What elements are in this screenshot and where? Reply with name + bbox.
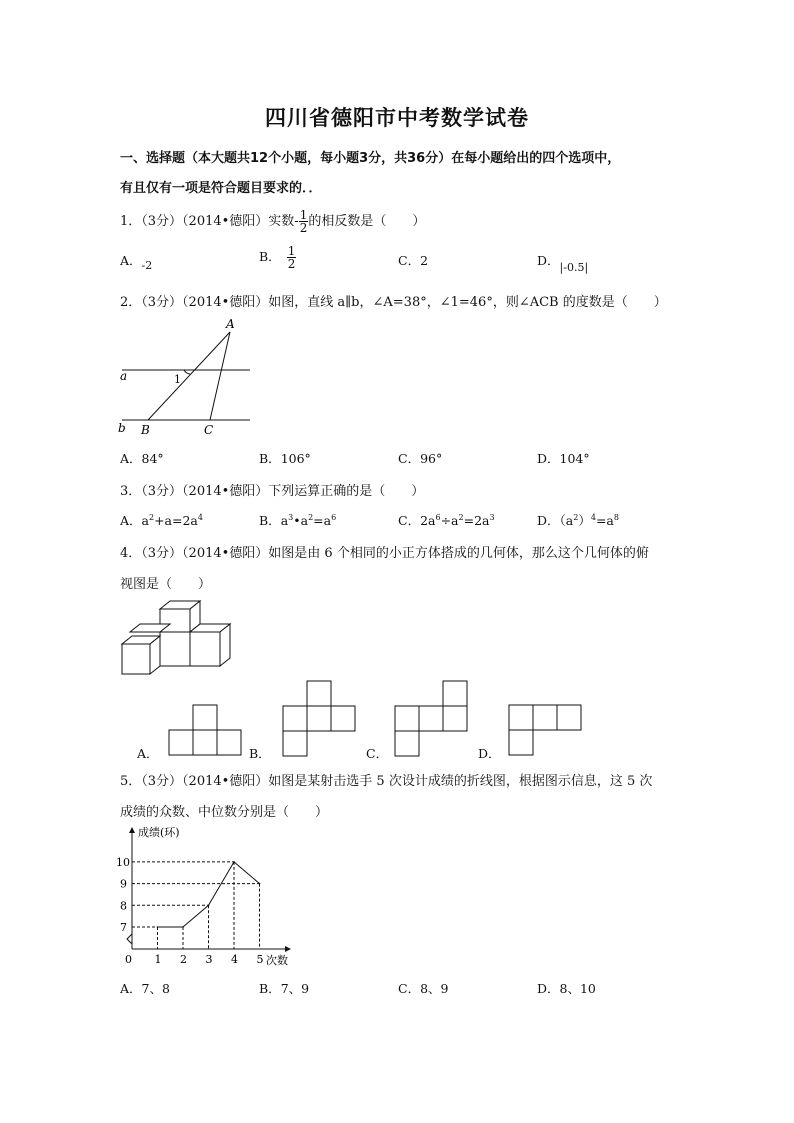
option-value: 8、10 <box>559 981 596 996</box>
q4-option-c-label[interactable]: C． <box>366 746 389 761</box>
option-label: D． <box>537 513 560 528</box>
option-value: 7、9 <box>280 981 310 996</box>
y-tick-label: 8 <box>120 899 127 913</box>
cube-front-face <box>160 632 190 666</box>
q4-option-a-grid[interactable] <box>168 704 246 756</box>
section-heading-2: 有且仅有一项是符合题目要求的．． <box>120 181 322 196</box>
q4-option-b-grid[interactable] <box>282 680 360 758</box>
option-value: 96° <box>420 451 443 466</box>
q1-option-b[interactable] <box>259 245 296 270</box>
x-tick-label: 5 <box>256 953 264 966</box>
option-label: B． <box>259 981 281 996</box>
question-5-stem-2: 成绩的众数、中位数分别是（ ） <box>120 805 329 820</box>
label-line-b: b <box>118 421 126 435</box>
option-value: 104° <box>559 451 590 466</box>
fraction-numerator: 1 <box>299 208 308 222</box>
option-label: D． <box>537 451 560 466</box>
q1-option-a[interactable] <box>120 251 153 272</box>
q1-stem-text: 1．（3分）（2014•德阳）实数- <box>120 214 299 229</box>
q1-option-c[interactable] <box>398 251 428 269</box>
section-heading: 一、选择题（本大题共12个小题，每小题3分，共36分）在每小题给出的四个选项中， <box>120 151 621 166</box>
angle-1-arc <box>184 370 190 374</box>
fraction-numerator: 1 <box>287 244 296 258</box>
cube-front-face <box>190 632 220 666</box>
q3-option-d[interactable] <box>537 511 619 529</box>
question-5-stem: 5．（3分）（2014•德阳）如图是某射击选手 5 次设计成绩的折线图，根据图示信息，这 5 次 <box>120 774 653 789</box>
option-label: C． <box>398 451 421 466</box>
label-line-a: a <box>120 369 128 383</box>
parallel-lines-figure <box>112 314 262 438</box>
x-tick-label: 4 <box>231 953 238 966</box>
q4-option-a-label[interactable]: A． <box>137 746 159 761</box>
option-value: -2 <box>141 259 153 272</box>
cube-solid-figure <box>118 598 234 680</box>
option-label: A． <box>120 513 142 528</box>
option-value: 8、9 <box>420 981 449 996</box>
data-point <box>182 926 184 928</box>
option-value: 7、8 <box>141 981 170 996</box>
label-b-point: B <box>141 423 150 437</box>
x-tick-label: 1 <box>154 953 162 966</box>
q2-option-c[interactable] <box>398 449 442 467</box>
option-expression: $a^2+a=2a^4$ <box>141 513 203 528</box>
q4-option-c-grid[interactable] <box>394 680 472 758</box>
option-value: 2 <box>420 253 429 268</box>
data-point <box>259 883 261 885</box>
fraction-denominator: 2 <box>287 257 296 271</box>
option-expression: $2a^6\div a^2=2a^3$ <box>420 513 495 528</box>
option-label: C． <box>398 513 421 528</box>
question-3-stem: 3．（3分）（2014•德阳）下列运算正确的是（ ） <box>120 484 425 499</box>
q5-option-b[interactable] <box>259 979 309 997</box>
label-c-point: C <box>204 423 214 437</box>
y-axis-label: 成绩(环) <box>138 826 180 839</box>
data-point <box>157 926 159 928</box>
axis-break-icon <box>127 934 132 944</box>
option-label: C． <box>398 981 421 996</box>
question-2-stem: 2．（3分）（2014•德阳）如图，直线 a∥b，∠A=38°，∠1=46°，则∠ACB 的度数是（ ） <box>120 295 667 310</box>
q2-option-b[interactable] <box>259 449 311 467</box>
y-tick-label: 7 <box>120 921 127 934</box>
option-label: A． <box>120 981 142 996</box>
x-tick-label: 0 <box>125 953 132 966</box>
q4-option-d-grid[interactable] <box>508 704 586 758</box>
option-value: |-0.5| <box>559 261 589 274</box>
segment-ab <box>148 332 230 420</box>
x-tick-label: 2 <box>180 953 187 966</box>
option-fraction <box>287 245 297 270</box>
option-value: 106° <box>280 451 311 466</box>
label-angle-1: 1 <box>174 373 181 386</box>
question-1-stem <box>120 209 425 234</box>
q4-option-d-label[interactable]: D． <box>478 746 501 761</box>
option-expression: $(a^2)^4=a^8$ <box>559 513 619 528</box>
q5-option-c[interactable] <box>398 979 448 997</box>
cube-front-face <box>122 644 150 674</box>
fraction-denominator: 2 <box>299 221 308 235</box>
cube-side-face <box>220 624 230 666</box>
q3-option-b[interactable] <box>259 511 336 529</box>
q4-option-b-label[interactable]: B． <box>249 746 271 761</box>
y-tick-label: 10 <box>116 855 130 869</box>
data-point <box>233 861 235 863</box>
option-label: A． <box>120 451 142 466</box>
q3-option-c[interactable] <box>398 511 495 529</box>
question-4-stem: 4．（3分）（2014•德阳）如图是由 6 个相同的小正方体搭成的几何体，那么这个几何体的俯 <box>120 546 649 561</box>
option-label: C． <box>398 253 421 268</box>
q2-option-a[interactable] <box>120 449 164 467</box>
fraction <box>299 209 309 234</box>
q2-option-d[interactable] <box>537 449 590 467</box>
segment-ac <box>210 332 230 420</box>
option-value: 84° <box>141 451 164 466</box>
q5-option-a[interactable] <box>120 979 170 997</box>
option-label: D． <box>537 253 560 268</box>
y-tick-label: 9 <box>120 877 127 891</box>
score-line-chart <box>112 822 312 972</box>
option-label: A． <box>120 253 142 268</box>
option-label: B． <box>259 451 281 466</box>
label-a-point: A <box>226 317 235 331</box>
option-label: D． <box>537 981 560 996</box>
question-4-stem-2: 视图是（ ） <box>120 577 212 592</box>
option-label: B． <box>259 513 281 528</box>
option-label: B． <box>259 249 281 264</box>
q3-option-a[interactable] <box>120 511 203 529</box>
q5-option-d[interactable] <box>537 979 596 997</box>
option-expression: $a^3•a^2=a^6$ <box>280 513 337 528</box>
data-point <box>208 905 210 907</box>
x-axis-label: 次数 <box>266 954 288 967</box>
q1-stem-text-2: 的相反数是（ ） <box>308 214 426 229</box>
q1-option-d[interactable] <box>537 251 589 274</box>
x-tick-label: 3 <box>205 953 213 966</box>
page-title: 四川省德阳市中考数学试卷 <box>265 106 529 130</box>
